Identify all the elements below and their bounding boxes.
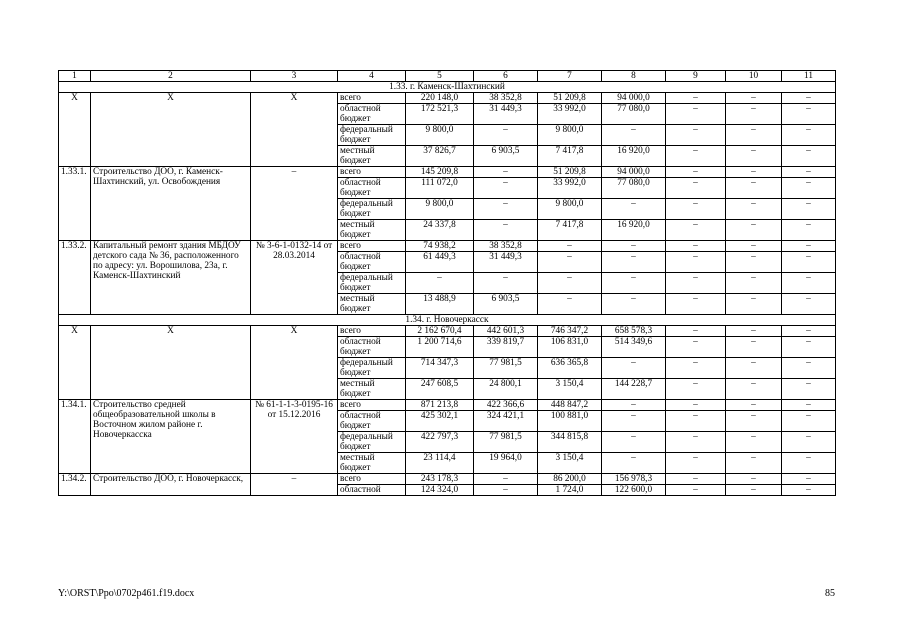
value-cell: 746 347,2 — [538, 326, 602, 337]
value-cell: – — [726, 199, 782, 220]
value-cell: – — [474, 474, 538, 485]
item-document: – — [251, 167, 338, 241]
value-cell: 111 072,0 — [406, 178, 474, 199]
item-number: 1.34.2. — [59, 474, 91, 496]
value-cell: – — [726, 411, 782, 432]
value-cell: – — [782, 104, 836, 125]
value-cell: 77 080,0 — [602, 104, 666, 125]
value-cell: 9 800,0 — [538, 125, 602, 146]
value-cell: 243 178,3 — [406, 474, 474, 485]
value-cell: 339 819,7 — [474, 337, 538, 358]
value-cell: – — [474, 178, 538, 199]
value-cell: 94 000,0 — [602, 167, 666, 178]
value-cell: – — [782, 358, 836, 379]
value-cell: – — [474, 485, 538, 496]
value-cell: 247 608,5 — [406, 379, 474, 400]
value-cell: 16 920,0 — [602, 146, 666, 167]
header-cell: 11 — [782, 71, 836, 82]
value-cell: – — [782, 273, 836, 294]
value-cell: – — [782, 294, 836, 315]
value-cell: – — [538, 273, 602, 294]
item-document: № 3-6-1-0132-14 от 28.03.2014 — [251, 241, 338, 315]
page-number: 85 — [825, 588, 835, 599]
value-cell: – — [726, 474, 782, 485]
value-cell: 3 150,4 — [538, 453, 602, 474]
section-row — [59, 82, 836, 93]
item-number: Х — [59, 93, 91, 167]
value-cell: – — [406, 273, 474, 294]
value-cell: – — [602, 125, 666, 146]
funding-source: федеральный бюджет — [338, 199, 406, 220]
funding-source: областной бюджет — [338, 178, 406, 199]
value-cell: – — [602, 453, 666, 474]
item-number: 1.33.1. — [59, 167, 91, 241]
funding-source: всего — [338, 93, 406, 104]
value-cell: 344 815,8 — [538, 432, 602, 453]
funding-source: местный бюджет — [338, 294, 406, 315]
value-cell: 2 162 670,4 — [406, 326, 474, 337]
funding-source: местный бюджет — [338, 379, 406, 400]
item-number: 1.34.1. — [59, 400, 91, 474]
item-name: Строительство ДОО, г. Каменск-Шахтинский, ул. Освобождения — [91, 167, 251, 241]
item-name: Строительство ДОО, г. Новочеркасск, — [91, 474, 251, 496]
item-number: Х — [59, 326, 91, 400]
value-cell: – — [726, 326, 782, 337]
item-document: № 61-1-1-3-0195-16 от 15.12.2016 — [251, 400, 338, 474]
value-cell: 658 578,3 — [602, 326, 666, 337]
value-cell: – — [726, 400, 782, 411]
value-cell: – — [602, 252, 666, 273]
value-cell: – — [726, 337, 782, 358]
value-cell: 144 228,7 — [602, 379, 666, 400]
item-name: Х — [91, 93, 251, 167]
table-row — [59, 241, 836, 252]
value-cell: – — [666, 252, 726, 273]
value-cell: 38 352,8 — [474, 93, 538, 104]
header-cell: 5 — [406, 71, 474, 82]
program-table — [58, 70, 836, 496]
funding-source: федеральный бюджет — [338, 273, 406, 294]
value-cell: 871 213,8 — [406, 400, 474, 411]
header-cell: 6 — [474, 71, 538, 82]
value-cell: – — [782, 326, 836, 337]
value-cell: – — [602, 241, 666, 252]
funding-source: федеральный бюджет — [338, 432, 406, 453]
value-cell: 38 352,8 — [474, 241, 538, 252]
value-cell: – — [782, 474, 836, 485]
item-name: Капитальный ремонт здания МБДОУ детского сада № 36, расположенного по адресу: ул. Ворошилова, 23а, г. Каменск-Шахтинский — [91, 241, 251, 315]
value-cell: 94 000,0 — [602, 93, 666, 104]
item-name: Х — [91, 326, 251, 400]
funding-source: всего — [338, 326, 406, 337]
header-cell: 3 — [251, 71, 338, 82]
value-cell: – — [538, 294, 602, 315]
value-cell: – — [726, 485, 782, 496]
value-cell: 74 938,2 — [406, 241, 474, 252]
value-cell: 19 964,0 — [474, 453, 538, 474]
value-cell: – — [666, 93, 726, 104]
value-cell: – — [666, 453, 726, 474]
value-cell: 425 302,1 — [406, 411, 474, 432]
value-cell: – — [782, 199, 836, 220]
table-row — [59, 474, 836, 485]
section-row — [59, 315, 836, 326]
value-cell: 172 521,3 — [406, 104, 474, 125]
value-cell: – — [726, 294, 782, 315]
value-cell: – — [726, 167, 782, 178]
table-row — [59, 93, 836, 104]
value-cell: – — [666, 220, 726, 241]
value-cell: – — [666, 411, 726, 432]
value-cell: – — [782, 252, 836, 273]
value-cell: 448 847,2 — [538, 400, 602, 411]
value-cell: – — [782, 411, 836, 432]
value-cell: – — [474, 199, 538, 220]
item-name: Строительство средней общеобразовательной школы в Восточном жилом районе г. Новочеркасска — [91, 400, 251, 474]
value-cell: 51 209,8 — [538, 93, 602, 104]
value-cell: – — [666, 146, 726, 167]
header-cell: 10 — [726, 71, 782, 82]
item-number: 1.33.2. — [59, 241, 91, 315]
value-cell: 37 826,7 — [406, 146, 474, 167]
funding-source: областной — [338, 485, 406, 496]
value-cell: 422 797,3 — [406, 432, 474, 453]
value-cell: – — [602, 294, 666, 315]
item-document: Х — [251, 93, 338, 167]
value-cell: – — [666, 337, 726, 358]
value-cell: 324 421,1 — [474, 411, 538, 432]
value-cell: 6 903,5 — [474, 294, 538, 315]
section-title: 1.33. г. Каменск-Шахтинский — [59, 82, 836, 93]
value-cell: – — [726, 178, 782, 199]
value-cell: 33 992,0 — [538, 178, 602, 199]
value-cell: 100 881,0 — [538, 411, 602, 432]
value-cell: 714 347,3 — [406, 358, 474, 379]
table-row — [59, 400, 836, 411]
header-cell: 1 — [59, 71, 91, 82]
value-cell: – — [666, 474, 726, 485]
funding-source: областной бюджет — [338, 337, 406, 358]
value-cell: – — [666, 432, 726, 453]
value-cell: – — [726, 273, 782, 294]
value-cell: – — [726, 125, 782, 146]
value-cell: 77 981,5 — [474, 358, 538, 379]
value-cell: 16 920,0 — [602, 220, 666, 241]
value-cell: – — [602, 273, 666, 294]
value-cell: – — [666, 104, 726, 125]
value-cell: – — [666, 326, 726, 337]
value-cell: – — [726, 252, 782, 273]
value-cell: – — [474, 273, 538, 294]
value-cell: 24 337,8 — [406, 220, 474, 241]
value-cell: 31 449,3 — [474, 252, 538, 273]
value-cell: 77 981,5 — [474, 432, 538, 453]
value-cell: – — [782, 453, 836, 474]
value-cell: – — [782, 167, 836, 178]
value-cell: – — [666, 379, 726, 400]
value-cell: – — [602, 358, 666, 379]
value-cell: – — [474, 220, 538, 241]
value-cell: 31 449,3 — [474, 104, 538, 125]
funding-source: местный бюджет — [338, 220, 406, 241]
value-cell: 442 601,3 — [474, 326, 538, 337]
funding-source: всего — [338, 241, 406, 252]
value-cell: – — [666, 400, 726, 411]
value-cell: 9 800,0 — [406, 199, 474, 220]
value-cell: – — [602, 432, 666, 453]
value-cell: – — [782, 241, 836, 252]
table-row — [59, 167, 836, 178]
value-cell: – — [666, 167, 726, 178]
value-cell: 1 724,0 — [538, 485, 602, 496]
funding-source: областной бюджет — [338, 104, 406, 125]
value-cell: – — [474, 125, 538, 146]
value-cell: – — [726, 432, 782, 453]
value-cell: 13 488,9 — [406, 294, 474, 315]
item-document: – — [251, 474, 338, 496]
value-cell: – — [726, 453, 782, 474]
value-cell: 23 114,4 — [406, 453, 474, 474]
value-cell: 220 148,0 — [406, 93, 474, 104]
value-cell: – — [782, 379, 836, 400]
funding-source: областной бюджет — [338, 252, 406, 273]
value-cell: – — [666, 273, 726, 294]
value-cell: – — [666, 485, 726, 496]
value-cell: 9 800,0 — [406, 125, 474, 146]
value-cell: 156 978,3 — [602, 474, 666, 485]
value-cell: 422 366,6 — [474, 400, 538, 411]
value-cell: – — [726, 104, 782, 125]
value-cell: – — [726, 241, 782, 252]
value-cell: 6 903,5 — [474, 146, 538, 167]
value-cell: 9 800,0 — [538, 199, 602, 220]
value-cell: – — [666, 199, 726, 220]
file-path: Y:\ORST\Ppo\0702p461.f19.docx — [58, 588, 195, 599]
value-cell: – — [602, 411, 666, 432]
value-cell: – — [726, 358, 782, 379]
value-cell: 24 800,1 — [474, 379, 538, 400]
funding-source: всего — [338, 474, 406, 485]
value-cell: 145 209,8 — [406, 167, 474, 178]
value-cell: – — [726, 379, 782, 400]
header-cell: 7 — [538, 71, 602, 82]
value-cell: – — [666, 294, 726, 315]
value-cell: – — [726, 93, 782, 104]
value-cell: – — [782, 337, 836, 358]
value-cell: – — [782, 125, 836, 146]
value-cell: – — [782, 93, 836, 104]
value-cell: – — [782, 220, 836, 241]
funding-source: местный бюджет — [338, 453, 406, 474]
value-cell: 77 080,0 — [602, 178, 666, 199]
value-cell: 122 600,0 — [602, 485, 666, 496]
funding-source: всего — [338, 167, 406, 178]
value-cell: – — [666, 178, 726, 199]
value-cell: 7 417,8 — [538, 146, 602, 167]
value-cell: 3 150,4 — [538, 379, 602, 400]
value-cell: 106 831,0 — [538, 337, 602, 358]
value-cell: 86 200,0 — [538, 474, 602, 485]
value-cell: – — [538, 252, 602, 273]
value-cell: 514 349,6 — [602, 337, 666, 358]
header-cell: 9 — [666, 71, 726, 82]
value-cell: 7 417,8 — [538, 220, 602, 241]
header-row — [59, 71, 836, 82]
funding-source: федеральный бюджет — [338, 125, 406, 146]
table-row — [59, 326, 836, 337]
funding-source: местный бюджет — [338, 146, 406, 167]
header-cell: 2 — [91, 71, 251, 82]
header-cell: 8 — [602, 71, 666, 82]
value-cell: – — [782, 178, 836, 199]
table-body — [59, 71, 836, 496]
value-cell: – — [726, 220, 782, 241]
value-cell: – — [782, 432, 836, 453]
value-cell: – — [666, 358, 726, 379]
item-document: Х — [251, 326, 338, 400]
value-cell: – — [666, 241, 726, 252]
value-cell: – — [538, 241, 602, 252]
funding-source: всего — [338, 400, 406, 411]
value-cell: – — [602, 199, 666, 220]
value-cell: 1 200 714,6 — [406, 337, 474, 358]
value-cell: 636 365,8 — [538, 358, 602, 379]
value-cell: – — [782, 146, 836, 167]
value-cell: 124 324,0 — [406, 485, 474, 496]
value-cell: – — [666, 125, 726, 146]
value-cell: – — [782, 485, 836, 496]
value-cell: 61 449,3 — [406, 252, 474, 273]
value-cell: – — [782, 400, 836, 411]
value-cell: – — [602, 400, 666, 411]
value-cell: – — [726, 146, 782, 167]
funding-source: федеральный бюджет — [338, 358, 406, 379]
value-cell: – — [474, 167, 538, 178]
value-cell: 51 209,8 — [538, 167, 602, 178]
funding-source: областной бюджет — [338, 411, 406, 432]
value-cell: 33 992,0 — [538, 104, 602, 125]
header-cell: 4 — [338, 71, 406, 82]
section-title: 1.34. г. Новочеркасск — [59, 315, 836, 326]
